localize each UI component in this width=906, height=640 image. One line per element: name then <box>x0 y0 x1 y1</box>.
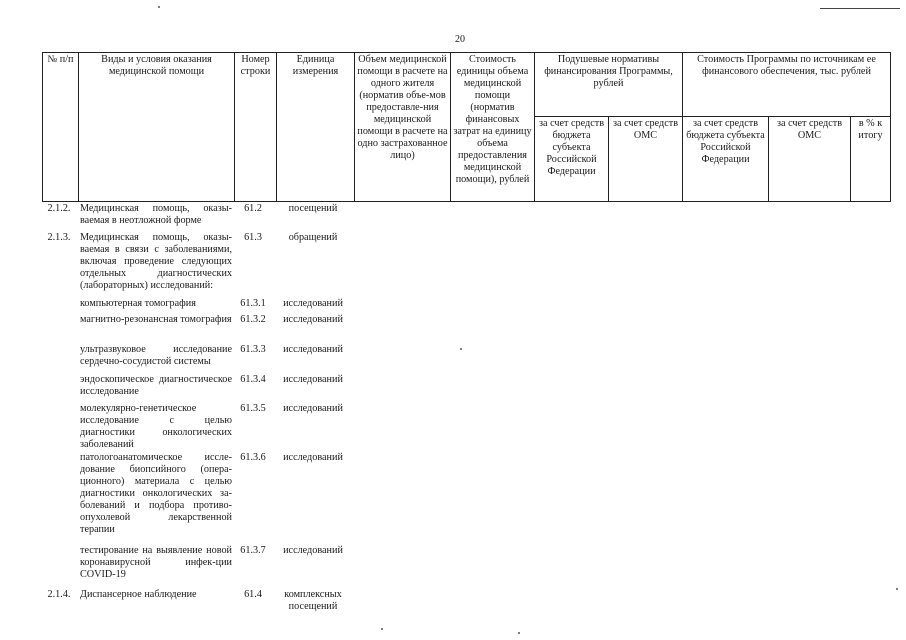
header-percapita: Подушевые нормативы финансирования Программы, рублей <box>535 53 683 117</box>
row-number: 2.1.2. <box>47 203 71 214</box>
row-name: магнитно-резонансная томография <box>80 314 232 325</box>
header-unit: Единица измерения <box>277 53 355 202</box>
row-name: молекулярно-генетическое исследование с целью диагностики онкологических заболеваний <box>80 403 232 450</box>
page-number: 20 <box>455 34 465 45</box>
row-unit: комплексных посещений <box>284 589 342 612</box>
row-line-number: 61.3.5 <box>240 403 266 414</box>
header-program-percent: в % к итогу <box>851 117 891 202</box>
row-unit: исследований <box>283 452 343 463</box>
row-line-number: 61.4 <box>244 589 262 600</box>
row-line-number: 61.3 <box>244 232 262 243</box>
row-name: патологоанатомическое иссле-дование биопсийного (опера-ционного) материала с целью диагностики онкологических за-болеваний и подбора противо-опухолевой лекарственной терапии <box>80 452 232 535</box>
scan-speck <box>381 628 383 630</box>
row-unit: исследований <box>283 403 343 414</box>
row-line-number: 61.3.3 <box>240 344 266 355</box>
row-unit: исследований <box>283 314 343 325</box>
row-name: компьютерная томография <box>80 298 196 309</box>
header-num: № п/п <box>43 53 79 202</box>
row-name: Медицинская помощь, оказы-ваемая в неотложной форме <box>80 203 232 226</box>
row-line-number: 61.3.1 <box>240 298 266 309</box>
scan-speck <box>460 348 462 350</box>
scan-speck <box>518 632 520 634</box>
row-number: 2.1.4. <box>47 589 71 600</box>
table-header <box>42 52 891 202</box>
header-program-oms: за счет средств ОМС <box>769 117 851 202</box>
scan-speck <box>896 588 898 590</box>
row-name: Медицинская помощь, оказы-ваемая в связи с заболеваниями, включая проведение следующих отдельных диагностических (лабораторных) исследований: <box>80 232 232 291</box>
row-unit: исследований <box>283 298 343 309</box>
row-line-number: 61.3.6 <box>240 452 266 463</box>
row-unit: исследований <box>283 344 343 355</box>
row-name: Диспансерное наблюдение <box>80 589 197 600</box>
row-unit: исследований <box>283 545 343 556</box>
row-unit: обращений <box>288 232 338 243</box>
row-number: 2.1.3. <box>47 232 71 243</box>
row-name: тестирование на выявление новой коронавирусной инфек-ции COVID-19 <box>80 545 232 580</box>
row-line-number: 61.2 <box>244 203 262 214</box>
row-name: эндоскопическое диагностическое исследование <box>80 374 232 397</box>
row-unit: исследований <box>283 374 343 385</box>
row-line-number: 61.3.7 <box>240 545 266 556</box>
header-percapita-oms: за счет средств ОМС <box>609 117 683 202</box>
header-kind: Виды и условия оказания медицинской помощи <box>79 53 235 202</box>
header-cost: Стоимость единицы объема медицинской помощи (норматив финансовых затрат на единицу объема предоставления медицинской помощи), рублей <box>451 53 535 202</box>
header-percapita-budget: за счет средств бюджета субъекта Российской Федерации <box>535 117 609 202</box>
row-unit: посещений <box>288 203 338 214</box>
header-program-budget: за счет средств бюджета субъекта Российской Федерации <box>683 117 769 202</box>
row-line-number: 61.3.4 <box>240 374 266 385</box>
header-volume: Объем медицинской помощи в расчете на одного жителя (норматив объе-мов предоставле-ния медицинской помощи в расчете на одно застрахованное лицо) <box>355 53 451 202</box>
row-line-number: 61.3.2 <box>240 314 266 325</box>
scan-speck <box>158 6 160 8</box>
scan-top-line <box>820 8 900 9</box>
header-line: Номер строки <box>235 53 277 202</box>
row-name: ультразвуковое исследование сердечно-сосудистой системы <box>80 344 232 367</box>
header-program-cost: Стоимость Программы по источникам ее финансового обеспечения, тыс. рублей <box>683 53 891 117</box>
